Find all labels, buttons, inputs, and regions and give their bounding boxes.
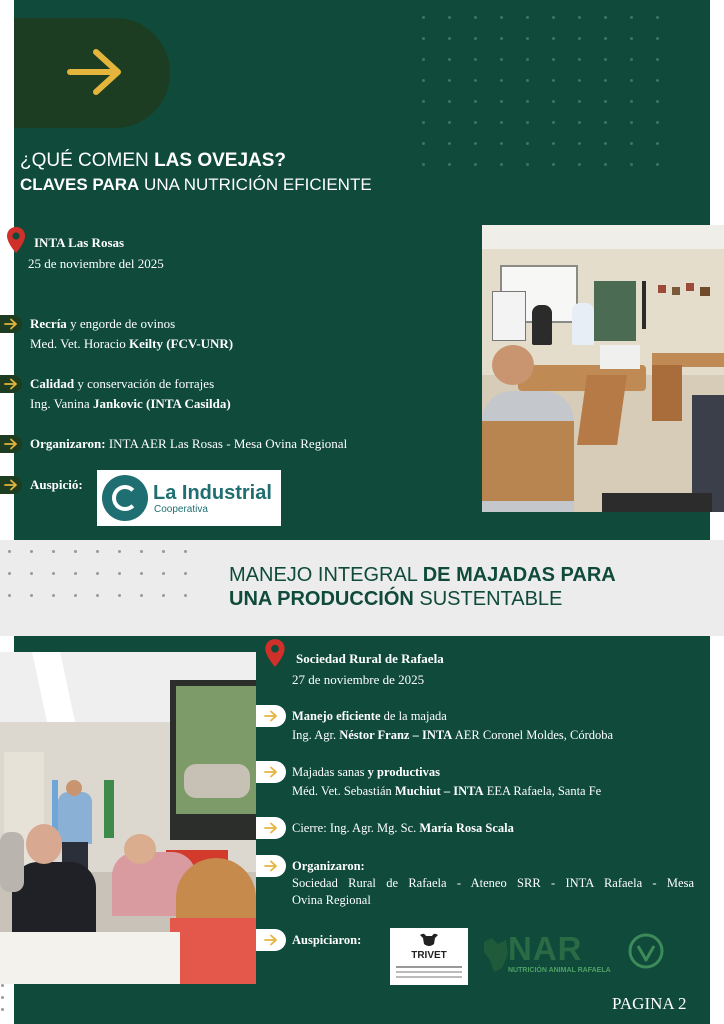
decorative-dot — [630, 37, 633, 40]
arrow-right-icon — [264, 766, 278, 778]
event2-photo — [0, 652, 256, 984]
event1-title-line2: CLAVES PARA UNA NUTRICIÓN EFICIENTE — [20, 175, 372, 194]
location-pin-icon — [6, 226, 26, 254]
arrow-right-icon — [4, 378, 18, 390]
decorative-dot — [526, 100, 529, 103]
decorative-dot — [474, 121, 477, 124]
decorative-dot — [52, 550, 55, 553]
decorative-dot — [630, 79, 633, 82]
decorative-dot — [500, 37, 503, 40]
decorative-dot — [474, 163, 477, 166]
decorative-dot — [656, 37, 659, 40]
decorative-dot — [140, 550, 143, 553]
event1-title-line1: ¿QUÉ COMEN LAS OVEJAS? — [20, 150, 287, 171]
decorative-dot — [604, 121, 607, 124]
event1-talk2-topic: Calidad y conservación de forrajes — [30, 376, 215, 391]
decorative-dot — [448, 37, 451, 40]
arrow-right-icon — [4, 318, 18, 330]
decorative-dot — [184, 594, 187, 597]
decorative-dot — [604, 79, 607, 82]
arrow-right-icon — [264, 710, 278, 722]
decorative-dot — [500, 58, 503, 61]
decorative-dot — [656, 142, 659, 145]
trivet-logo: TRIVET — [390, 928, 468, 985]
event2-date: 27 de noviembre de 2025 — [292, 672, 425, 687]
gv-logo — [626, 932, 666, 970]
decorative-dot — [448, 16, 451, 19]
decorative-dot — [118, 572, 121, 575]
decorative-dot — [118, 550, 121, 553]
decorative-dot — [578, 100, 581, 103]
decorative-dot — [552, 58, 555, 61]
decorative-dot — [422, 163, 425, 166]
decorative-dot-grid — [422, 16, 682, 176]
decorative-dot — [656, 16, 659, 19]
event1-organizers: Organizaron: INTA AER Las Rosas - Mesa Ovina Regional — [30, 436, 348, 451]
decorative-dot — [422, 121, 425, 124]
event2-organizers-line1: Sociedad Rural de Rafaela - Ateneo SRR - INTA Rafaela - Mesa — [292, 876, 694, 890]
decorative-dot — [140, 594, 143, 597]
decorative-dot — [448, 79, 451, 82]
decorative-dot — [526, 58, 529, 61]
decorative-dot — [578, 163, 581, 166]
bullet-arrow — [256, 705, 286, 727]
decorative-dot — [8, 572, 11, 575]
decorative-dot — [500, 79, 503, 82]
decorative-dot — [74, 594, 77, 597]
decorative-dot — [526, 163, 529, 166]
event2-organizers-line2: Ovina Regional — [292, 893, 371, 907]
event2-talk1-speaker: Ing. Agr. Néstor Franz – INTA AER Coronel Moldes, Córdoba — [292, 728, 614, 742]
decorative-dot — [526, 37, 529, 40]
decorative-dot — [184, 550, 187, 553]
decorative-dot — [8, 594, 11, 597]
event1-talk1-speaker: Med. Vet. Horacio Keilty (FCV-UNR) — [30, 336, 234, 351]
decorative-dot — [656, 79, 659, 82]
decorative-dot — [118, 594, 121, 597]
decorative-dot — [552, 121, 555, 124]
decorative-dot — [474, 100, 477, 103]
event2-organizers-label: Organizaron: — [292, 859, 365, 873]
decorative-dot — [162, 594, 165, 597]
decorative-dot-column — [1, 984, 7, 1024]
arrow-right-icon — [264, 934, 278, 946]
arrow-right-icon — [4, 438, 18, 450]
event1-talk2-speaker: Ing. Vanina Jankovic (INTA Casilda) — [30, 396, 231, 411]
decorative-dot — [8, 550, 11, 553]
bullet-arrow — [0, 476, 22, 494]
decorative-dot — [604, 16, 607, 19]
la-industrial-emblem — [102, 475, 148, 521]
decorative-dot — [96, 594, 99, 597]
la-industrial-logo: La Industrial Cooperativa — [97, 470, 281, 526]
decorative-dot — [474, 58, 477, 61]
arrow-right-icon — [264, 860, 278, 872]
decorative-dot — [140, 572, 143, 575]
arrow-right-icon — [66, 46, 124, 98]
nar-logo: NAR — [508, 930, 583, 967]
event1-date: 25 de noviembre del 2025 — [28, 256, 164, 271]
cow-head-icon — [418, 932, 440, 948]
decorative-dot — [30, 572, 33, 575]
decorative-dot — [578, 142, 581, 145]
decorative-dot — [474, 37, 477, 40]
decorative-dot — [604, 100, 607, 103]
decorative-dot — [526, 16, 529, 19]
decorative-dot — [1, 984, 4, 987]
decorative-dot — [74, 550, 77, 553]
decorative-dot — [1, 996, 4, 999]
location-pin-icon — [264, 638, 286, 668]
event2-closing: Cierre: Ing. Agr. Mg. Sc. María Rosa Scala — [292, 821, 514, 835]
decorative-dot — [630, 58, 633, 61]
event1-photo — [482, 225, 724, 512]
decorative-dot — [578, 37, 581, 40]
decorative-dot — [578, 58, 581, 61]
decorative-dot — [96, 572, 99, 575]
decorative-dot — [526, 79, 529, 82]
decorative-dot — [500, 163, 503, 166]
decorative-dot — [30, 550, 33, 553]
decorative-dot — [422, 100, 425, 103]
arrow-right-icon — [264, 822, 278, 834]
decorative-dot — [422, 37, 425, 40]
bull-silhouette-icon — [482, 934, 510, 974]
decorative-dot — [604, 142, 607, 145]
decorative-dot — [552, 100, 555, 103]
event2-sponsors-label: Auspiciaron: — [292, 933, 362, 947]
decorative-dot — [552, 163, 555, 166]
decorative-dot — [526, 142, 529, 145]
decorative-dot — [656, 58, 659, 61]
bullet-arrow — [0, 435, 22, 453]
decorative-dot — [578, 16, 581, 19]
decorative-dot — [552, 79, 555, 82]
decorative-dot — [448, 121, 451, 124]
bullet-arrow — [256, 761, 286, 783]
decorative-dot — [630, 100, 633, 103]
page-number: PAGINA 2 — [612, 994, 687, 1013]
decorative-dot — [578, 79, 581, 82]
decorative-dot — [184, 572, 187, 575]
event1-sponsor-label: Auspició: — [30, 477, 83, 492]
decorative-dot — [604, 58, 607, 61]
decorative-dot — [552, 37, 555, 40]
decorative-dot — [500, 100, 503, 103]
decorative-dot — [422, 142, 425, 145]
nar-logo-subtitle: NUTRICIÓN ANIMAL RAFAELA — [508, 967, 611, 974]
decorative-dot — [630, 142, 633, 145]
decorative-dot — [162, 572, 165, 575]
bullet-arrow — [0, 315, 22, 333]
event2-talk2-topic: Majadas sanas y productivas — [292, 765, 441, 779]
decorative-dot — [96, 550, 99, 553]
decorative-dot — [448, 100, 451, 103]
decorative-dot — [474, 79, 477, 82]
decorative-dot — [448, 58, 451, 61]
decorative-dot — [630, 163, 633, 166]
event1-location: INTA Las Rosas — [34, 235, 125, 250]
event2-talk1-topic: Manejo eficiente de la majada — [292, 709, 447, 723]
decorative-dot — [30, 594, 33, 597]
decorative-dot — [656, 163, 659, 166]
decorative-dot — [422, 16, 425, 19]
decorative-dot — [474, 16, 477, 19]
arrow-right-icon — [4, 479, 18, 491]
event1-talk1-topic: Recría y engorde de ovinos — [30, 316, 176, 331]
decorative-dot — [630, 121, 633, 124]
decorative-dot-grid — [8, 550, 218, 620]
decorative-dot — [656, 121, 659, 124]
decorative-dot — [604, 37, 607, 40]
decorative-dot — [656, 100, 659, 103]
event2-title: MANEJO INTEGRAL DE MAJADAS PARA UNA PRODUCCIÓN SUSTENTABLE — [229, 564, 616, 610]
decorative-dot — [552, 142, 555, 145]
decorative-dot — [604, 163, 607, 166]
decorative-dot — [474, 142, 477, 145]
decorative-dot — [162, 550, 165, 553]
decorative-dot — [552, 16, 555, 19]
decorative-dot — [578, 121, 581, 124]
decorative-dot — [422, 58, 425, 61]
decorative-dot — [526, 121, 529, 124]
bullet-arrow — [256, 855, 286, 877]
event2-location: Sociedad Rural de Rafaela — [296, 651, 444, 666]
decorative-dot — [500, 16, 503, 19]
arrow-badge — [14, 18, 170, 128]
decorative-dot — [422, 79, 425, 82]
bullet-arrow — [256, 817, 286, 839]
decorative-dot — [500, 142, 503, 145]
decorative-dot — [448, 163, 451, 166]
decorative-dot — [52, 594, 55, 597]
decorative-dot — [500, 121, 503, 124]
decorative-dot — [630, 16, 633, 19]
decorative-dot — [448, 142, 451, 145]
decorative-dot — [1, 1008, 4, 1011]
decorative-dot — [52, 572, 55, 575]
bullet-arrow — [0, 375, 22, 393]
event2-talk2-speaker: Méd. Vet. Sebastián Muchiut – INTA EEA Rafaela, Santa Fe — [292, 784, 602, 798]
decorative-dot — [74, 572, 77, 575]
bullet-arrow — [256, 929, 286, 951]
